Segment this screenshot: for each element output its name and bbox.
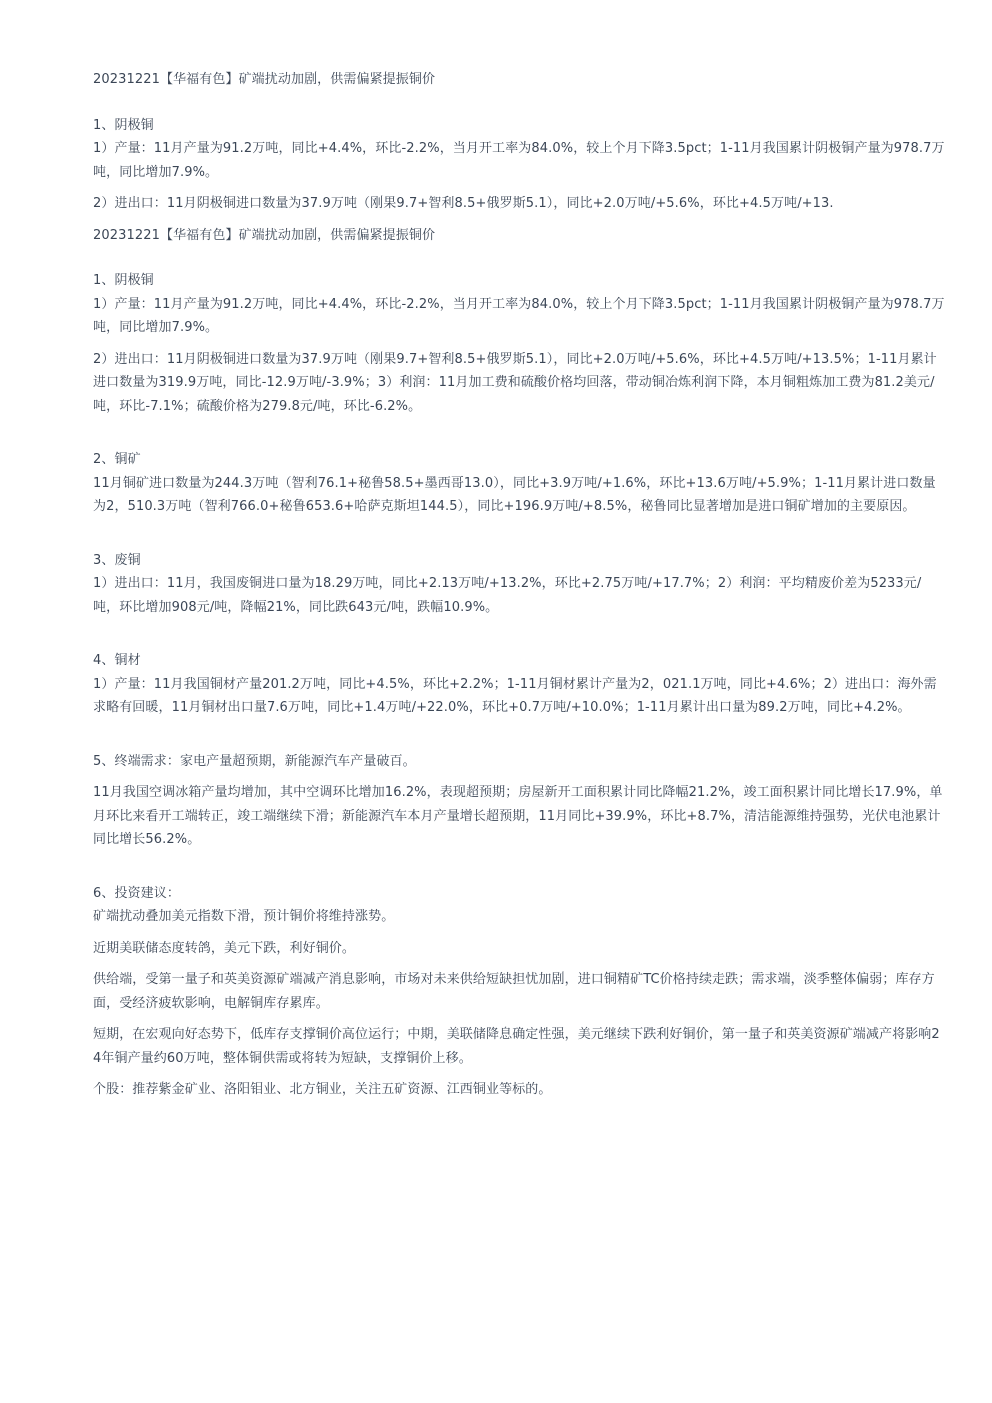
section-heading-investment-advice: 6、投资建议：: [93, 885, 180, 901]
paragraph-stock-picks: 个股：推荐紫金矿业、洛阳钼业、北方铜业，关注五矿资源、江西铜业等标的。: [93, 1082, 552, 1097]
paragraph-copper-products: 1）产量：11月我国铜材产量201.2万吨，同比+4.5%，环比+2.2%；1-11月铜材累计产量为2，021.1万吨，同比+4.6%；2）进出口：海外需求略有回暖，11月铜材出口量7.6万吨，同比+1.4万吨/+22.0%，环比+0.7万吨/+10.0%；1-11月累计出口量为89.2万吨，同比+4.2%。: [93, 676, 937, 715]
paragraph-import-export-profit: 2）进出口：11月阴极铜进口数量为37.9万吨（刚果9.7+智利8.5+俄罗斯5.1），同比+2.0万吨/+5.6%，环比+4.5万吨/+13.5%；1-11月累计进口数量为319.9万吨，同比-12.9万吨/-3.9%；3）利润：11月加工费和硫酸价格均回落，带动铜冶炼利润下降，本月铜粗炼加工费为81.2美元/吨，环比-7.1%；硫酸价格为279.8元/吨，环比-6.2%。: [93, 351, 937, 414]
paragraph-advice-summary: 矿端扰动叠加美元指数下滑，预计铜价将维持涨势。: [93, 909, 395, 924]
paragraph-supply-demand: 供给端，受第一量子和英美资源矿端减产消息影响，市场对未来供给短缺担忧加剧，进口铜精矿TC价格持续走跌；需求端，淡季整体偏弱；库存方面，受经济疲软影响，电解铜库存累库。: [93, 972, 935, 1011]
paragraph-copper-ore: 11月铜矿进口数量为244.3万吨（智利76.1+秘鲁58.5+墨西哥13.0），同比+3.9万吨/+1.6%，环比+13.6万吨/+5.9%；1-11月累计进口数量为2，510.3万吨（智利766.0+秘鲁653.6+哈萨克斯坦144.5），同比+196.9万吨/+8.5%，秘鲁同比显著增加是进口铜矿增加的主要原因。: [93, 475, 936, 514]
section-heading-scrap-copper: 3、废铜: [93, 552, 141, 568]
paragraph-production: 1）产量：11月产量为91.2万吨，同比+4.4%，环比-2.2%，当月开工率为84.0%，较上个月下降3.5pct；1-11月我国累计阴极铜产量为978.7万吨，同比增加7.9%。: [93, 141, 945, 180]
section-heading-copper-ore: 2、铜矿: [93, 452, 141, 467]
paragraph-production-repeat: 1）产量：11月产量为91.2万吨，同比+4.4%，环比-2.2%，当月开工率为84.0%，较上个月下降3.5pct；1-11月我国累计阴极铜产量为978.7万吨，同比增加7.9%。: [93, 296, 945, 335]
paragraph-fed-stance: 近期美联储态度转鸽，美元下跌，利好铜价。: [93, 940, 356, 956]
section-heading-end-demand: 5、终端需求：家电产量超预期，新能源汽车产量破百。: [93, 753, 416, 769]
section-heading-copper-products: 4、铜材: [93, 653, 141, 668]
document-title-repeat: 20231221【华福有色】矿端扰动加剧，供需偏紧提振铜价: [93, 227, 436, 243]
paragraph-end-demand: 11月我国空调冰箱产量均增加，其中空调环比增加16.2%，表现超预期；房屋新开工面积累计同比降幅21.2%，竣工面积累计同比增长17.9%，单月环比来看开工端转正，竣工端继续下滑；新能源汽车本月产量增长超预期，11月同比+39.9%，环比+8.7%，清洁能源维持强势，光伏电池累计同比增长56.2%。: [93, 785, 943, 847]
paragraph-outlook: 短期，在宏观向好态势下，低库存支撑铜价高位运行；中期，美联储降息确定性强，美元继续下跌利好铜价，第一量子和英美资源矿端减产将影响24年铜产量约60万吨，整体铜供需或将转为短缺，支撑铜价上移。: [93, 1027, 940, 1066]
section-heading-cathode-copper: 1、阴极铜: [93, 117, 154, 133]
section-heading-cathode-copper-repeat: 1、阴极铜: [93, 273, 154, 288]
paragraph-import-export-truncated: 2）进出口：11月阴极铜进口数量为37.9万吨（刚果9.7+智利8.5+俄罗斯5.1），同比+2.0万吨/+5.6%，环比+4.5万吨/+13.: [93, 196, 834, 211]
paragraph-scrap-copper: 1）进出口：11月，我国废铜进口量为18.29万吨，同比+2.13万吨/+13.2%，环比+2.75万吨/+17.7%；2）利润：平均精废价差为5233元/吨，环比增加908元/吨，降幅21%，同比跌643元/吨，跌幅10.9%。: [93, 576, 922, 615]
document-title: 20231221【华福有色】矿端扰动加剧，供需偏紧提振铜价: [93, 72, 436, 87]
document-body: [93, 68, 945, 1110]
